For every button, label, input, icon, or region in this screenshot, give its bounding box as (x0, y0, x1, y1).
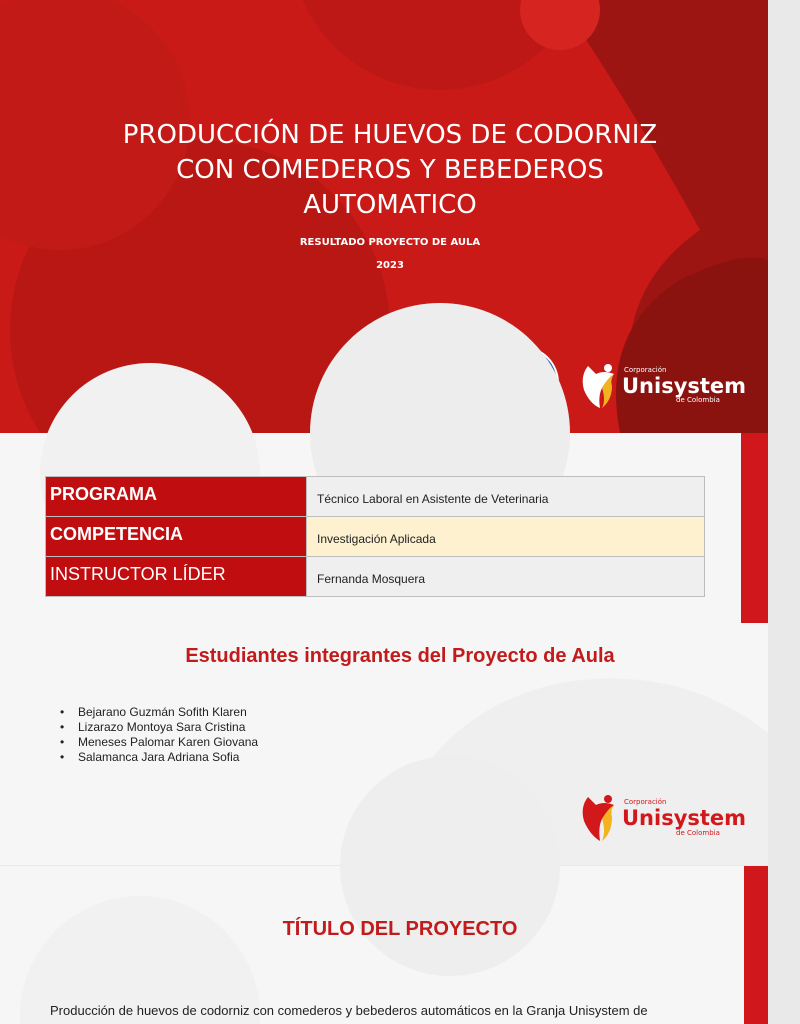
bullet: • (60, 705, 65, 719)
side-accent-bar (741, 433, 768, 623)
logo-sub-text: de Colombia (676, 396, 720, 404)
list-item (60, 720, 258, 735)
slide-title (90, 118, 690, 223)
bullet: • (60, 720, 65, 734)
instructor-label: INSTRUCTOR LÍDER (46, 557, 307, 597)
student-name: Lizarazo Montoya Sara Cristina (78, 720, 246, 734)
table-row (46, 477, 705, 517)
table-row (46, 557, 705, 597)
side-accent-bar (744, 866, 768, 1024)
student-name: Meneses Palomar Karen Giovana (78, 735, 259, 749)
unisystem-logo (578, 360, 747, 410)
logo-sub-text: de Colombia (676, 829, 720, 837)
project-title-text: Producción de huevos de codorniz con comederos y bebederos automáticos en la Granja Unisystem de (50, 1003, 648, 1018)
title-line-2: CON COMEDEROS Y BEBEDEROS (176, 155, 604, 185)
bullet: • (60, 735, 65, 749)
title-line-1: PRODUCCIÓN DE HUEVOS DE CODORNIZ (122, 120, 658, 150)
logo-small-text: Corporación (624, 366, 667, 374)
logo-small-text: Corporación (624, 798, 667, 806)
title-line-3: AUTOMATICO (303, 190, 477, 220)
program-label: PROGRAMA (46, 477, 307, 517)
students-list (60, 705, 258, 765)
program-value: Técnico Laboral en Asistente de Veterinaria (307, 477, 705, 517)
competence-value: Investigación Aplicada (307, 517, 705, 557)
unisystem-logo (580, 791, 747, 843)
student-name: Salamanca Jara Adriana Sofia (78, 750, 240, 764)
project-title-heading: TÍTULO DEL PROYECTO (282, 918, 518, 940)
student-name: Bejarano Guzmán Sofith Klaren (78, 705, 247, 719)
list-item (60, 705, 258, 720)
list-item (60, 735, 258, 750)
slide-subtitle: RESULTADO PROYECTO DE AULA (299, 237, 481, 248)
bullet: • (60, 750, 65, 764)
competence-label: COMPETENCIA (46, 517, 307, 557)
list-item (60, 750, 258, 765)
logo-name-text: Unisystem (622, 374, 747, 398)
logo-name-text: Unisystem (622, 806, 747, 830)
students-heading: Estudiantes integrantes del Proyecto de Aula (185, 645, 615, 667)
table-row (46, 517, 705, 557)
project-info-table (45, 476, 705, 597)
slide-year: 2023 (376, 260, 404, 271)
project-title-slide (0, 866, 768, 1024)
slide-background-shapes (0, 866, 768, 1024)
instructor-value: Fernanda Mosquera (307, 557, 705, 597)
